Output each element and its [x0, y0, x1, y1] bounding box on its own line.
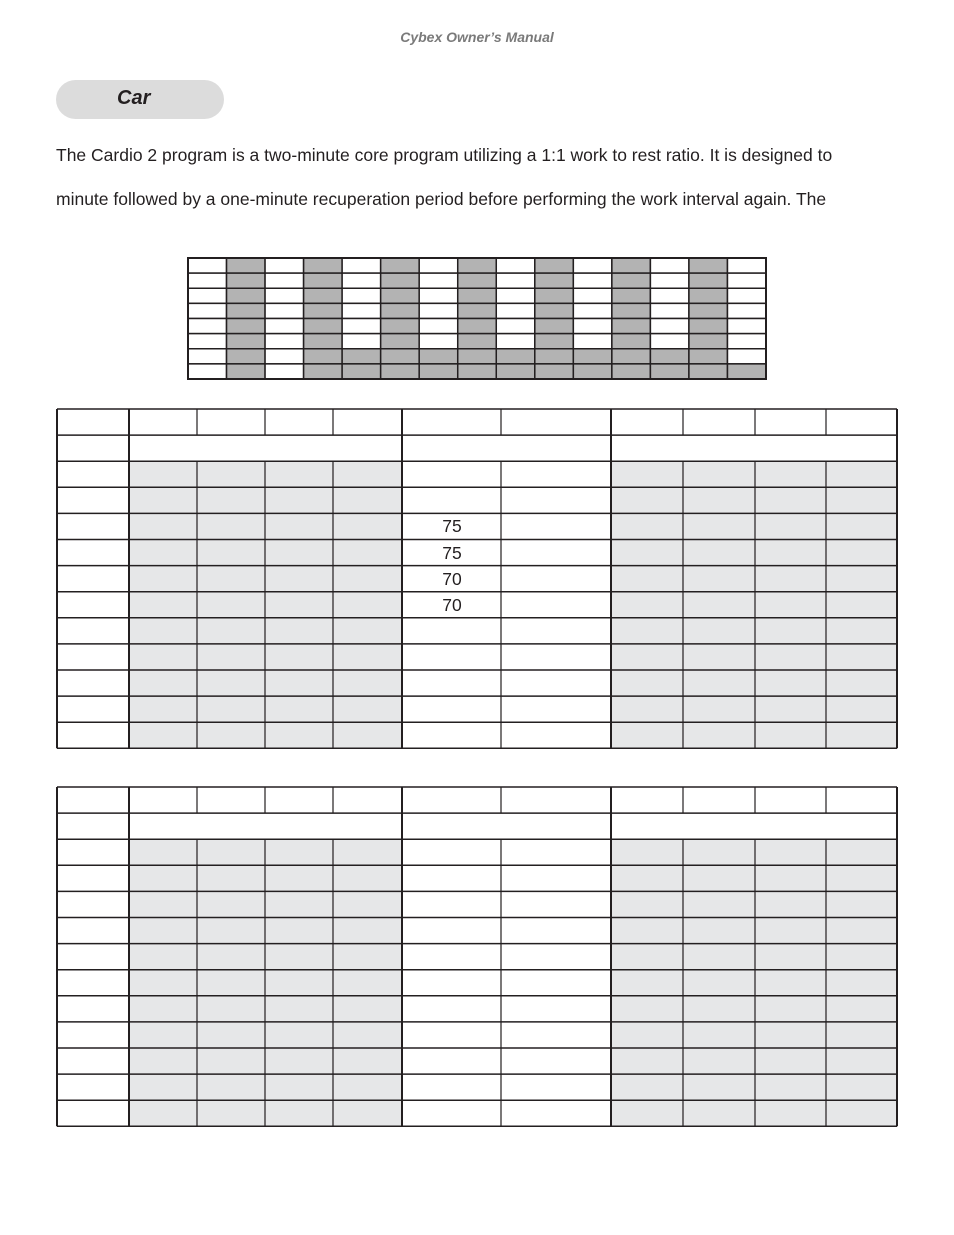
- table2-shaded-cell: [755, 1022, 826, 1048]
- table2-shaded-cell: [611, 1100, 683, 1126]
- table2-shaded-cell: [755, 944, 826, 970]
- table2-shaded-cell: [755, 970, 826, 996]
- table2-shaded-cell: [826, 1048, 897, 1074]
- table2-shaded-cell: [826, 918, 897, 944]
- table2-shaded-cell: [333, 891, 402, 917]
- table2-shaded-cell: [197, 1022, 265, 1048]
- table2-shaded-cell: [611, 891, 683, 917]
- table2-shaded-cell: [611, 865, 683, 891]
- table2-shaded-cell: [197, 1100, 265, 1126]
- table2-shaded-cell: [129, 1048, 197, 1074]
- table1-value-cell: 75: [442, 542, 462, 563]
- table2-shaded-cell: [611, 918, 683, 944]
- table2-shaded-cell: [611, 970, 683, 996]
- table2-shaded-cell: [826, 865, 897, 891]
- table2-shaded-cell: [197, 970, 265, 996]
- table2-shaded-cell: [333, 996, 402, 1022]
- table2-shaded-cell: [826, 944, 897, 970]
- table2-shaded-cell: [197, 996, 265, 1022]
- table2-shaded-cell: [265, 944, 333, 970]
- table2-shaded-cell: [129, 1074, 197, 1100]
- table2-shaded-cell: [755, 1048, 826, 1074]
- table2-shaded-cell: [265, 1048, 333, 1074]
- table2-shaded-cell: [129, 970, 197, 996]
- table2-shaded-cell: [265, 1074, 333, 1100]
- body-text-line-1: The Cardio 2 program is a two-minute core program utilizing a 1:1 work to rest ratio. It is designed to: [56, 145, 833, 165]
- table2-shaded-cell: [333, 918, 402, 944]
- table2-shaded-cell: [197, 839, 265, 865]
- table2-shaded-cell: [611, 996, 683, 1022]
- table2-shaded-cell: [683, 918, 755, 944]
- table2-shaded-cell: [755, 1100, 826, 1126]
- table2-shaded-cell: [129, 918, 197, 944]
- table2-shaded-cell: [333, 970, 402, 996]
- table2-shaded-cell: [683, 970, 755, 996]
- table2-shaded-cell: [333, 865, 402, 891]
- table2-shaded-cell: [265, 1100, 333, 1126]
- table2-shaded-cell: [265, 865, 333, 891]
- table2-shaded-cell: [755, 891, 826, 917]
- table2-shaded-cell: [611, 1074, 683, 1100]
- table2-shaded-cell: [197, 1074, 265, 1100]
- table2-shaded-cell: [683, 891, 755, 917]
- table2-shaded-cell: [683, 996, 755, 1022]
- table2-shaded-cell: [197, 891, 265, 917]
- table2-shaded-cell: [826, 1074, 897, 1100]
- table2-shaded-cell: [129, 996, 197, 1022]
- table2-shaded-cell: [333, 1100, 402, 1126]
- table2-shaded-cell: [265, 1022, 333, 1048]
- table2-shaded-cell: [755, 865, 826, 891]
- table2-shaded-cell: [683, 1100, 755, 1126]
- table2-shaded-cell: [265, 970, 333, 996]
- table2-shaded-cell: [197, 1048, 265, 1074]
- table2-shaded-cell: [333, 1048, 402, 1074]
- table2-shaded-cell: [826, 996, 897, 1022]
- table2-shaded-cell: [265, 996, 333, 1022]
- table2-shaded-cell: [265, 839, 333, 865]
- table2-shaded-cell: [129, 1100, 197, 1126]
- table2-shaded-cell: [129, 944, 197, 970]
- table2-shaded-cell: [611, 1022, 683, 1048]
- table2-shaded-cell: [129, 839, 197, 865]
- table2-shaded-cell: [265, 918, 333, 944]
- table2-shaded-cell: [333, 1074, 402, 1100]
- table2-shaded-cell: [611, 1048, 683, 1074]
- table2-shaded-cell: [755, 839, 826, 865]
- table2-shaded-cell: [683, 944, 755, 970]
- table2-shaded-cell: [683, 839, 755, 865]
- table2-shaded-cell: [197, 918, 265, 944]
- table2-shaded-cell: [683, 865, 755, 891]
- table2-shaded-cell: [129, 865, 197, 891]
- table2-shaded-cell: [683, 1048, 755, 1074]
- table2-shaded-cell: [826, 891, 897, 917]
- table2-shaded-cell: [826, 970, 897, 996]
- table2-shaded-cell: [333, 839, 402, 865]
- manual-title: Cybex Owner’s Manual: [400, 29, 554, 45]
- table2-shaded-cell: [826, 1022, 897, 1048]
- table2-shaded-cell: [265, 891, 333, 917]
- table2-shaded-cell: [129, 1022, 197, 1048]
- table2-shaded-cell: [755, 1074, 826, 1100]
- table2-shaded-cell: [197, 944, 265, 970]
- table2-shaded-cell: [611, 944, 683, 970]
- table2-shaded-cell: [611, 839, 683, 865]
- table2-shaded-cell: [683, 1074, 755, 1100]
- table2-shaded-cell: [333, 944, 402, 970]
- table2-shaded-cell: [826, 1100, 897, 1126]
- table2-shaded-cell: [197, 865, 265, 891]
- table2-shaded-cell: [755, 918, 826, 944]
- section-title: Car: [117, 87, 151, 109]
- table1-value-cell: 75: [442, 516, 462, 537]
- table1-value-cell: 70: [442, 568, 462, 589]
- table2-shaded-cell: [755, 996, 826, 1022]
- table2-shaded-cell: [129, 891, 197, 917]
- table2-shaded-cell: [333, 1022, 402, 1048]
- table2-shaded-cell: [683, 1022, 755, 1048]
- table1-value-cell: 70: [442, 594, 462, 615]
- table2-shaded-cell: [826, 839, 897, 865]
- body-text-line-2: minute followed by a one-minute recuperation period before performing the work interval again. The: [56, 189, 827, 209]
